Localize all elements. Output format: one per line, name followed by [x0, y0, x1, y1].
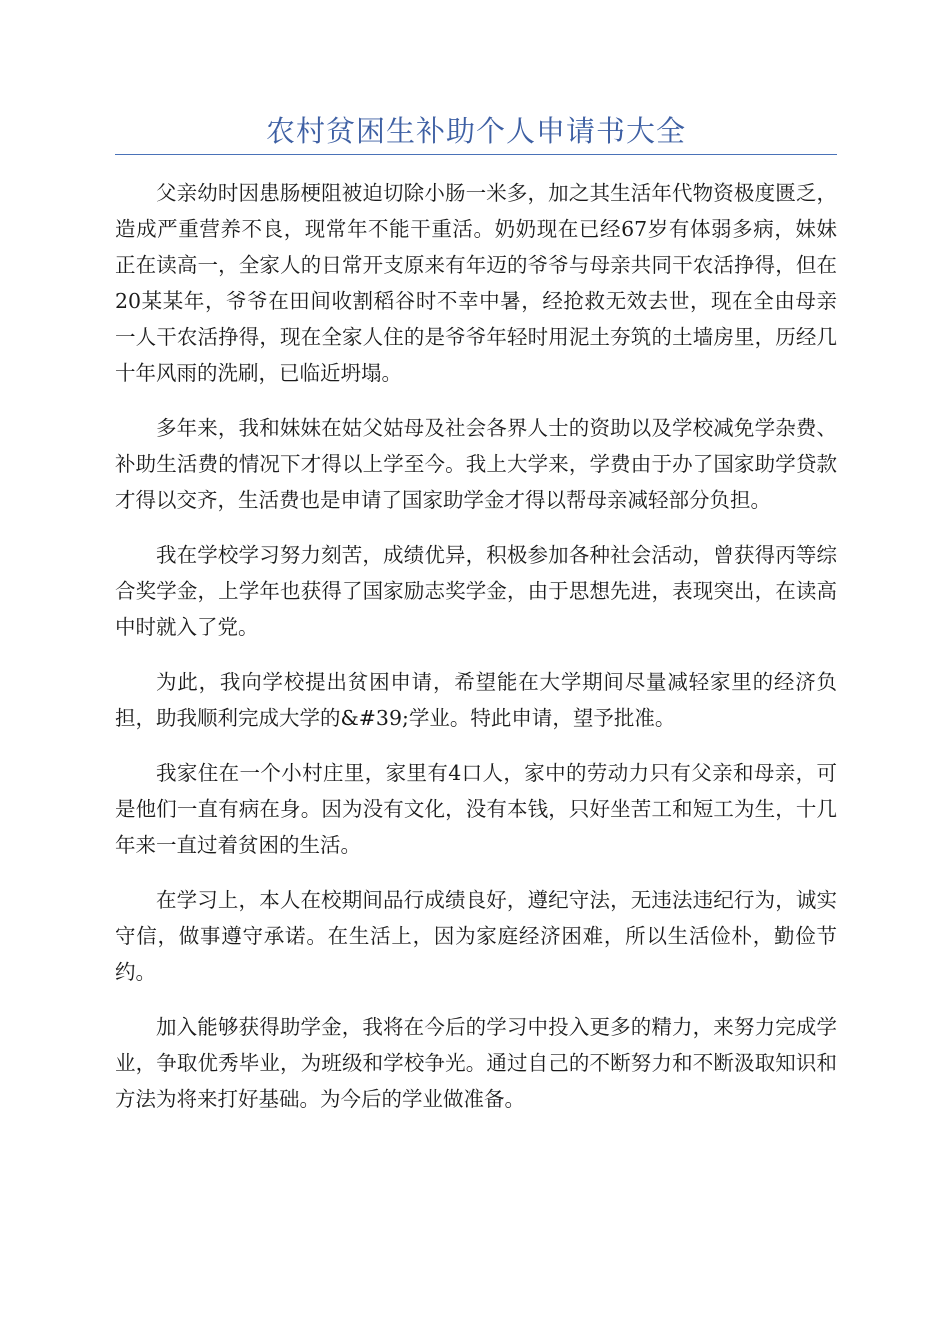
paragraph-1: 父亲幼时因患肠梗阻被迫切除小肠一米多，加之其生活年代物资极度匮乏，造成严重营养不良，现常年不能干重活。奶奶现在已经67岁有体弱多病，妹妹正在读高一，全家人的日常开支原来有年迈的爷爷与母亲共同干农活挣得，但在20某某年，爷爷在田间收割稻谷时不幸中暑，经抢救无效去世，现在全由母亲一人干农活挣得，现在全家人住的是爷爷年轻时用泥土夯筑的土墙房里，历经几十年风雨的洗刷，已临近坍塌。	[115, 181, 837, 385]
document-title: 农村贫困生补助个人申请书大全	[265, 114, 686, 148]
paragraph-2: 多年来，我和妹妹在姑父姑母及社会各界人士的资助以及学校减免学杂费、补助生活费的情况下才得以上学至今。我上大学来，学费由于办了国家助学贷款才得以交齐，生活费也是申请了国家助学金才得以帮母亲减轻部分负担。	[115, 416, 837, 512]
paragraph-3: 我在学校学习努力刻苦，成绩优异，积极参加各种社会活动，曾获得丙等综合奖学金，上学年也获得了国家励志奖学金，由于思想先进，表现突出，在读高中时就入了党。	[115, 543, 837, 639]
paragraph-6: 在学习上，本人在校期间品行成绩良好，遵纪守法，无违法违纪行为，诚实守信，做事遵守承诺。在生活上，因为家庭经济困难，所以生活俭朴，勤俭节约。	[115, 888, 837, 984]
paragraph-4: 为此，我向学校提出贫困申请，希望能在大学期间尽量减轻家里的经济负担，助我顺利完成大学的&#39;学业。特此申请，望予批准。	[115, 670, 837, 730]
paragraph-5: 我家住在一个小村庄里，家里有4口人，家中的劳动力只有父亲和母亲，可是他们一直有病在身。因为没有文化，没有本钱，只好坐苦工和短工为生，十几年来一直过着贫困的生活。	[115, 761, 837, 857]
paragraph-7: 加入能够获得助学金，我将在今后的学习中投入更多的精力，来努力完成学业，争取优秀毕业，为班级和学校争光。通过自己的不断努力和不断汲取知识和方法为将来打好基础。为今后的学业做准备。	[115, 1015, 837, 1111]
document-body	[115, 175, 837, 1136]
title-block	[115, 112, 837, 155]
